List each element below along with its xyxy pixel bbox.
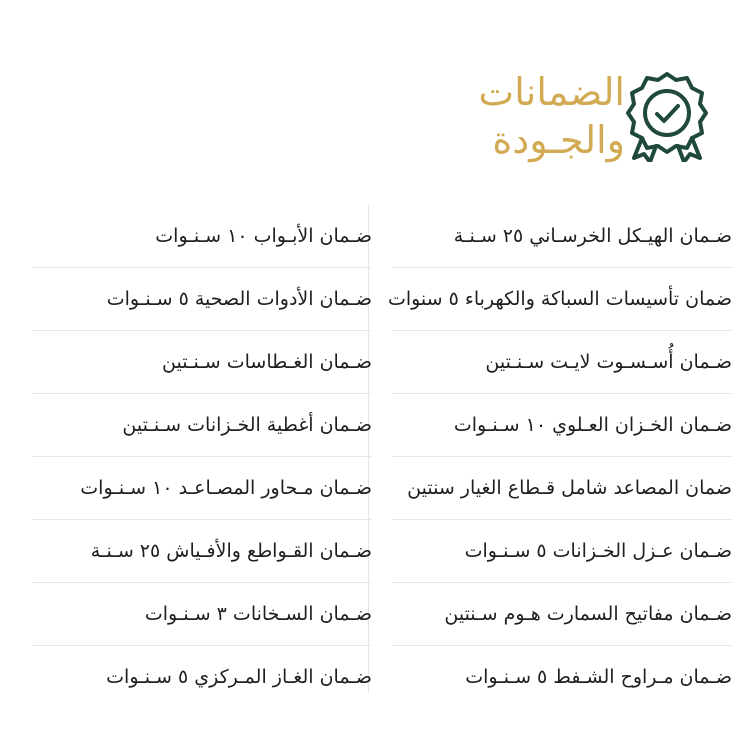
guarantee-item: ضـمان الهيـكل الخرسـاني ٢٥ سـنـة: [392, 205, 732, 268]
guarantees-grid: [32, 205, 732, 715]
guarantee-item: ضمان المصاعد شامل قـطاع الغيار سنتين: [392, 457, 732, 520]
title-line-1: الضمانات: [478, 70, 625, 114]
title-line-2: والجـودة: [492, 118, 625, 162]
guarantee-item: ضـمان الأدوات الصحية ٥ سـنـوات: [32, 268, 372, 331]
guarantee-item: ضـمان مـحاور المصـاعـد ١٠ سـنـوات: [32, 457, 372, 520]
guarantees-right-column: [387, 205, 732, 709]
guarantee-item: ضـمان الغـاز المـركزي ٥ سـنـوات: [106, 666, 372, 688]
guarantee-item: ضـمان الخـزان العـلوي ١٠ سـنـوات: [392, 394, 732, 457]
guarantee-item: ضـمان أُسـسـوت لايـت سـنـتين: [392, 331, 732, 394]
title-block: [465, 68, 625, 164]
guarantee-item: ضـمان مـراوح الشـفط ٥ سـنـوات: [465, 666, 732, 688]
guarantee-item: ضـمان الأبـواب ١٠ سـنـوات: [32, 205, 372, 268]
guarantee-item: ضـمان الغـطاسات سـنـتين: [32, 331, 372, 394]
guarantee-item: ضـمان القـواطع والأفـياش ٢٥ سـنـة: [32, 520, 372, 583]
quality-badge-check-icon: [624, 70, 710, 162]
guarantees-left-column: [32, 205, 372, 709]
guarantee-item: ضمان تأسيسات السباكة والكهرباء ٥ سنوات: [392, 268, 732, 331]
guarantee-item: ضـمان عـزل الخـزانات ٥ سـنـوات: [392, 520, 732, 583]
guarantee-item: ضـمان مفاتيح السمارت هـوم سـنتين: [392, 583, 732, 646]
guarantee-item: ضـمان أغطية الخـزانات سـنـتين: [32, 394, 372, 457]
header: [470, 68, 730, 178]
guarantee-item: ضـمان السـخانات ٣ سـنـوات: [32, 583, 372, 646]
